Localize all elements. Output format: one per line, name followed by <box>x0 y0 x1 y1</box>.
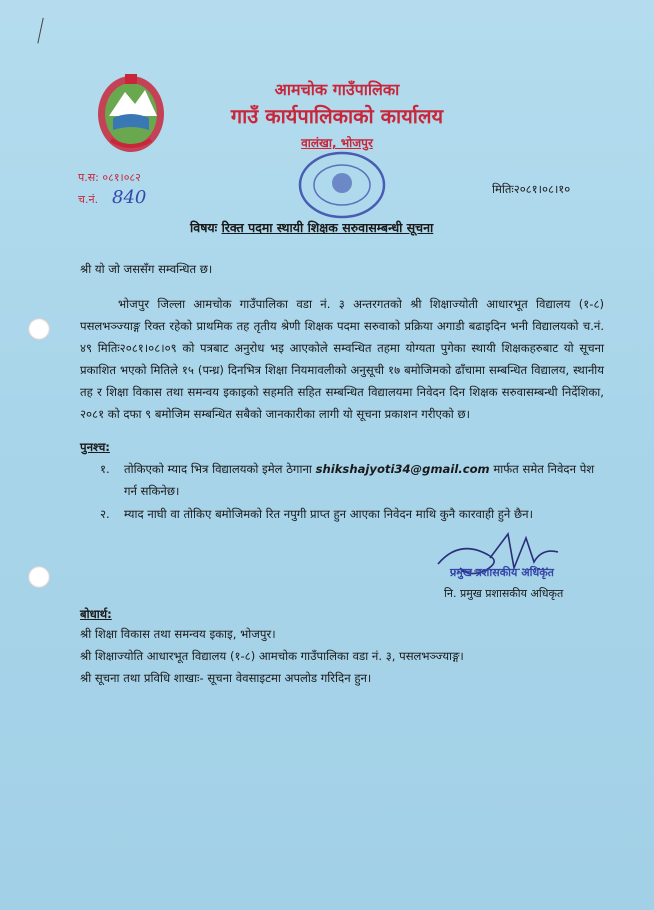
note-1-continuation: गर्न सकिनेछ। <box>124 484 180 498</box>
cc-item: श्री शिक्षा विकास तथा समन्वय इकाइ, भोजपुर। <box>80 627 276 641</box>
subject-line <box>190 219 433 236</box>
office-seal-icon <box>296 150 388 220</box>
chalani-number: 840 <box>112 187 147 208</box>
notes-heading: पुनश्च: <box>80 440 110 454</box>
pen-mark <box>37 18 47 44</box>
office-address: वालंखा, भोजपुर <box>301 136 373 150</box>
subject-text: रिक्त पदमा स्थायी शिक्षक सरुवासम्बन्धी सूचना <box>221 220 434 235</box>
note-1-number: १. <box>100 462 110 476</box>
cc-item: श्री सूचना तथा प्रविधि शाखाः- सूचना वेवसाइटमा अपलोड गरिदिन हुन। <box>80 671 372 685</box>
note-1-post: मार्फत समेत निवेदन पेश <box>493 462 595 476</box>
salutation: श्री यो जो जससँग सम्वन्धित छ। <box>80 262 213 276</box>
note-2-number: २. <box>100 507 110 521</box>
signatory-title: नि. प्रमुख प्रशासकीय अधिकृत <box>444 587 564 600</box>
signature-stamp: प्रमुख प्रशासकीय अधिकृत <box>450 566 554 579</box>
subject-label: विषयः <box>190 220 218 235</box>
chalani-label: च.नं. <box>78 193 99 206</box>
cc-item: श्री शिक्षाज्योति आधारभूत विद्यालय (१-८) आमचोक गाउँपालिका वडा नं. ३, पसलभञ्ज्याङ्ग। <box>80 649 464 663</box>
note-item-1 <box>100 458 600 502</box>
body-text: भोजपुर जिल्ला आमचोक गाउँपालिका वडा नं. ३ अन्तरगतको श्री शिक्षाज्योती आधारभूत विद्यालय (१-८) पसलभञ्ज्याङ्ग रिक्त रहेको प्राथमिक तह तृतीय श्रेणी शिक्षक पदमा सरुवाको प्रक्रिया अगाडी बढाइदिन भनी विद्यालयको च.नं. ४९ मितिः२०८१।०८।०९ को पत्रबाट अनुरोध भइ आएकोले सम्वन्धित तहमा योग्यता पुगेका स्थायी शिक्षकहरुबाट यो सूचना प्रकाशित भएको मितिले १५ (पन्ध्र) दिनभित्र शिक्षा नियमावलीको अनुसूची १७ बमोजिमको ढाँचामा सम्बन्धित विद्यालय, स्थानीय तह र शिक्षा विकास तथा समन्वय इकाइको सहमति सहित सम्बन्धित विद्यालयमा निवेदन दिन शिक्षक सरुवासम्बन्धी निर्देशिका, २०८१ को दफा ९ बमोजिम सम्बन्धित सबैको जानकारीका लागी यो सूचना प्रकाशन गरीएको छ। <box>80 297 604 421</box>
note-2-text: म्याद नाघी वा तोकिए बमोजिमको रित नपुगी प्राप्त हुन आएका निवेदन माथि कुनै कारवाही हुने छैन। <box>124 507 534 521</box>
school-email: shikshajyoti34@gmail.com <box>315 462 490 476</box>
fiscal-year: प.स: ०८१।०८२ <box>78 171 141 184</box>
note-1-pre: तोकिएको म्याद भित्र विद्यालयको इमेल ठेगाना <box>124 462 312 476</box>
punch-hole-bottom <box>28 566 50 588</box>
note-item-2 <box>100 503 620 525</box>
letter-date: मितिः२०८१।०८।१० <box>492 182 571 196</box>
cc-heading: बोधार्थ: <box>80 607 112 621</box>
punch-hole-top <box>28 318 50 340</box>
body-paragraph <box>80 293 604 425</box>
municipality-name: आमचोक गाउँपालिका <box>274 80 400 99</box>
office-name: गाउँ कार्यपालिकाको कार्यालय <box>230 104 444 128</box>
